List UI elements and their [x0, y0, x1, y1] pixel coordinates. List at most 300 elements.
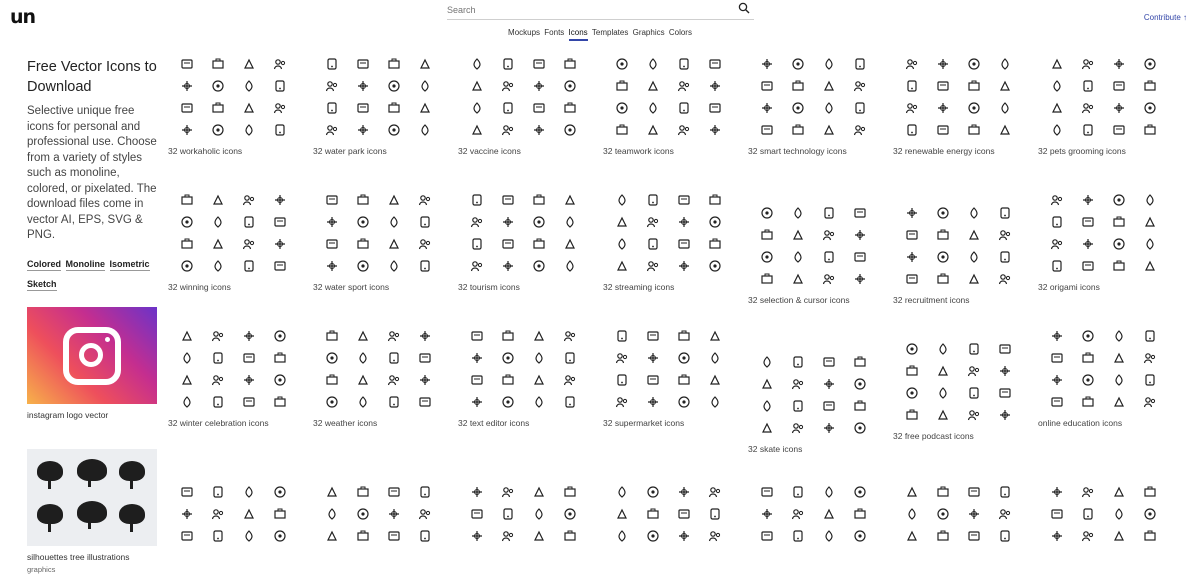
- preview-icon: [211, 351, 225, 365]
- preview-icon: [1143, 215, 1157, 229]
- preview-icon: [1081, 259, 1095, 273]
- icon-set-label[interactable]: 32 workaholic icons: [168, 146, 243, 156]
- preview-icon: [356, 395, 370, 409]
- preview-icon: [998, 57, 1012, 71]
- preview-icon: [387, 329, 401, 343]
- preview-icon: [470, 57, 484, 71]
- preview-icon: [760, 101, 774, 115]
- style-filters: [27, 254, 159, 294]
- preview-icon: [822, 507, 836, 521]
- preview-icon: [1081, 351, 1095, 365]
- contribute-link[interactable]: Contribute ↑: [1143, 13, 1187, 22]
- instagram-promo-image[interactable]: [27, 307, 157, 404]
- preview-icon: [853, 399, 867, 413]
- icon-set-card[interactable]: [168, 329, 298, 429]
- preview-icon: [387, 101, 401, 115]
- preview-icon: [1112, 259, 1126, 273]
- preview-icon: [615, 79, 629, 93]
- preview-icon: [677, 485, 691, 499]
- preview-icon: [708, 57, 722, 71]
- preview-icon: [615, 485, 629, 499]
- preview-icon: [998, 250, 1012, 264]
- preview-icon: [325, 193, 339, 207]
- icon-set-label[interactable]: 32 vaccine icons: [458, 146, 521, 156]
- preview-icon: [242, 485, 256, 499]
- preview-icon: [822, 228, 836, 242]
- preview-icon: [615, 529, 629, 543]
- preview-icon: [791, 57, 805, 71]
- icon-set-label[interactable]: 32 pets grooming icons: [1038, 146, 1126, 156]
- preview-icon: [1143, 485, 1157, 499]
- preview-icon: [708, 79, 722, 93]
- preview-icon: [356, 237, 370, 251]
- preview-icon: [615, 373, 629, 387]
- preview-icon: [273, 123, 287, 137]
- icon-set-card[interactable]: [748, 57, 878, 157]
- sidebar: [27, 57, 159, 574]
- preview-icon: [1050, 193, 1064, 207]
- preview-icon: [1081, 507, 1095, 521]
- icon-set-card[interactable]: [313, 485, 443, 543]
- preview-icon: [615, 507, 629, 521]
- preview-icon: [470, 101, 484, 115]
- icon-set-card[interactable]: [168, 193, 298, 293]
- preview-icon: [936, 250, 950, 264]
- icon-set-label[interactable]: 32 recruitment icons: [893, 295, 970, 305]
- preview-icon: [822, 377, 836, 391]
- preview-icon: [418, 57, 432, 71]
- preview-icon: [1081, 193, 1095, 207]
- icon-preview-grid: [760, 355, 878, 435]
- preview-icon: [532, 57, 546, 71]
- preview-icon: [791, 421, 805, 435]
- preview-icon: [532, 237, 546, 251]
- preview-icon: [356, 373, 370, 387]
- preview-icon: [563, 237, 577, 251]
- preview-icon: [418, 101, 432, 115]
- icon-set-card[interactable]: [748, 206, 878, 306]
- icon-preview-grid: [615, 329, 733, 409]
- preview-icon: [936, 228, 950, 242]
- preview-icon: [615, 351, 629, 365]
- icon-preview-grid: [615, 57, 733, 137]
- preview-icon: [563, 101, 577, 115]
- icon-set-label[interactable]: 32 winning icons: [168, 282, 231, 292]
- preview-icon: [708, 373, 722, 387]
- preview-icon: [936, 529, 950, 543]
- preview-icon: [998, 206, 1012, 220]
- preview-icon: [211, 529, 225, 543]
- icon-set-card[interactable]: [603, 57, 733, 157]
- preview-icon: [1050, 329, 1064, 343]
- preview-icon: [418, 237, 432, 251]
- icon-set-card[interactable]: [458, 485, 588, 543]
- preview-icon: [677, 237, 691, 251]
- preview-icon: [905, 206, 919, 220]
- preview-icon: [273, 193, 287, 207]
- preview-icon: [998, 342, 1012, 356]
- preview-icon: [387, 215, 401, 229]
- preview-icon: [325, 57, 339, 71]
- icon-set-card[interactable]: [313, 193, 443, 293]
- icon-set-card[interactable]: [893, 485, 1023, 543]
- icon-preview-grid: [1050, 57, 1168, 137]
- preview-icon: [418, 351, 432, 365]
- preview-icon: [822, 79, 836, 93]
- preview-icon: [242, 101, 256, 115]
- promo-caption[interactable]: instagram logo vector: [27, 409, 109, 420]
- preview-icon: [998, 123, 1012, 137]
- preview-icon: [998, 507, 1012, 521]
- preview-icon: [501, 193, 515, 207]
- preview-icon: [1050, 507, 1064, 521]
- nav-graphics[interactable]: Graphics: [632, 28, 665, 37]
- nav-fonts[interactable]: Fonts: [544, 28, 565, 37]
- preview-icon: [646, 395, 660, 409]
- icon-set-card[interactable]: [603, 329, 733, 429]
- preview-icon: [387, 507, 401, 521]
- preview-icon: [853, 79, 867, 93]
- preview-icon: [532, 351, 546, 365]
- icon-preview-grid: [180, 329, 298, 409]
- preview-icon: [563, 259, 577, 273]
- preview-icon: [853, 507, 867, 521]
- icon-preview-grid: [180, 193, 298, 273]
- icon-preview-grid: [180, 485, 298, 543]
- preview-icon: [853, 57, 867, 71]
- preview-icon: [563, 529, 577, 543]
- icon-set-label[interactable]: 32 supermarket icons: [603, 418, 685, 428]
- preview-icon: [325, 529, 339, 543]
- nav-colors[interactable]: Colors: [668, 28, 692, 37]
- preview-icon: [532, 395, 546, 409]
- preview-icon: [1112, 101, 1126, 115]
- preview-icon: [418, 123, 432, 137]
- preview-icon: [180, 57, 194, 71]
- preview-icon: [532, 79, 546, 93]
- nav-templates[interactable]: Templates: [591, 28, 629, 37]
- preview-icon: [936, 485, 950, 499]
- preview-icon: [242, 395, 256, 409]
- preview-icon: [470, 329, 484, 343]
- icon-set-label[interactable]: 32 origami icons: [1038, 282, 1100, 292]
- icon-preview-grid: [325, 329, 443, 409]
- icon-preview-grid: [905, 57, 1023, 137]
- category-nav: [0, 28, 1200, 41]
- preview-icon: [501, 101, 515, 115]
- icon-set-label[interactable]: 32 free podcast icons: [893, 431, 974, 441]
- site-logo[interactable]: un: [10, 6, 36, 28]
- icon-set-label[interactable]: 32 water sport icons: [313, 282, 390, 292]
- promo-category: graphics: [27, 564, 56, 574]
- preview-icon: [708, 259, 722, 273]
- preview-icon: [677, 57, 691, 71]
- style-colored[interactable]: Colored: [27, 258, 62, 269]
- preview-icon: [387, 373, 401, 387]
- preview-icon: [211, 395, 225, 409]
- preview-icon: [501, 57, 515, 71]
- preview-icon: [677, 395, 691, 409]
- preview-icon: [1050, 101, 1064, 115]
- preview-icon: [325, 329, 339, 343]
- preview-icon: [563, 79, 577, 93]
- preview-icon: [211, 373, 225, 387]
- preview-icon: [180, 79, 194, 93]
- preview-icon: [418, 529, 432, 543]
- preview-icon: [325, 237, 339, 251]
- preview-icon: [1112, 329, 1126, 343]
- preview-icon: [387, 79, 401, 93]
- preview-icon: [532, 529, 546, 543]
- style-monoline[interactable]: Monoline: [65, 258, 106, 269]
- preview-icon: [905, 342, 919, 356]
- preview-icon: [791, 399, 805, 413]
- preview-icon: [760, 355, 774, 369]
- preview-icon: [563, 351, 577, 365]
- preview-icon: [180, 329, 194, 343]
- preview-icon: [563, 395, 577, 409]
- preview-icon: [822, 250, 836, 264]
- preview-icon: [501, 215, 515, 229]
- preview-icon: [905, 485, 919, 499]
- preview-icon: [325, 259, 339, 273]
- icon-set-card[interactable]: [893, 57, 1023, 157]
- preview-icon: [470, 373, 484, 387]
- icon-preview-grid: [325, 57, 443, 137]
- icon-set-label[interactable]: 32 streaming icons: [603, 282, 675, 292]
- icon-preview-grid: [470, 193, 588, 273]
- preview-icon: [905, 79, 919, 93]
- preview-icon: [1050, 529, 1064, 543]
- icon-preview-grid: [615, 193, 733, 273]
- preview-icon: [853, 421, 867, 435]
- preview-icon: [1112, 79, 1126, 93]
- preview-icon: [1081, 101, 1095, 115]
- icon-set-card[interactable]: [893, 206, 1023, 306]
- preview-icon: [646, 79, 660, 93]
- icon-preview-grid: [905, 342, 1023, 422]
- preview-icon: [211, 215, 225, 229]
- preview-icon: [998, 228, 1012, 242]
- preview-icon: [532, 215, 546, 229]
- preview-icon: [242, 351, 256, 365]
- icon-set-label[interactable]: 32 skate icons: [748, 444, 803, 454]
- style-isometric[interactable]: Isometric: [109, 258, 150, 269]
- preview-icon: [242, 215, 256, 229]
- icon-set-label[interactable]: 32 weather icons: [313, 418, 378, 428]
- preview-icon: [998, 408, 1012, 422]
- preview-icon: [501, 237, 515, 251]
- preview-icon: [532, 329, 546, 343]
- preview-icon: [418, 395, 432, 409]
- preview-icon: [418, 507, 432, 521]
- preview-icon: [646, 507, 660, 521]
- preview-icon: [356, 57, 370, 71]
- icon-preview-grid: [1050, 485, 1168, 543]
- preview-icon: [563, 485, 577, 499]
- preview-icon: [615, 329, 629, 343]
- style-sketch[interactable]: Sketch: [27, 278, 57, 289]
- preview-icon: [563, 215, 577, 229]
- icon-set-label[interactable]: 32 renewable energy icons: [893, 146, 995, 156]
- search-input[interactable]: [447, 2, 727, 18]
- preview-icon: [646, 57, 660, 71]
- icon-set-label[interactable]: 32 smart technology icons: [748, 146, 847, 156]
- preview-icon: [708, 507, 722, 521]
- preview-icon: [998, 386, 1012, 400]
- preview-icon: [791, 485, 805, 499]
- preview-icon: [967, 206, 981, 220]
- preview-icon: [1143, 101, 1157, 115]
- preview-icon: [967, 529, 981, 543]
- preview-icon: [760, 399, 774, 413]
- icon-set-card[interactable]: [458, 57, 588, 157]
- preview-icon: [1081, 485, 1095, 499]
- preview-icon: [563, 329, 577, 343]
- icon-set-card[interactable]: [1038, 485, 1168, 543]
- preview-icon: [470, 193, 484, 207]
- icon-set-card[interactable]: [168, 57, 298, 157]
- preview-icon: [853, 250, 867, 264]
- preview-icon: [967, 272, 981, 286]
- preview-icon: [470, 259, 484, 273]
- nav-mockups[interactable]: Mockups: [508, 28, 541, 37]
- preview-icon: [532, 123, 546, 137]
- preview-icon: [708, 101, 722, 115]
- preview-icon: [1050, 237, 1064, 251]
- icon-set-card[interactable]: [313, 329, 443, 429]
- preview-icon: [998, 101, 1012, 115]
- icon-preview-grid: [760, 485, 878, 543]
- preview-icon: [1143, 193, 1157, 207]
- preview-icon: [853, 355, 867, 369]
- preview-icon: [242, 373, 256, 387]
- preview-icon: [387, 123, 401, 137]
- preview-icon: [791, 529, 805, 543]
- preview-icon: [708, 485, 722, 499]
- preview-icon: [1081, 395, 1095, 409]
- search-icon[interactable]: [738, 1, 750, 19]
- preview-icon: [501, 395, 515, 409]
- icon-set-card[interactable]: [458, 329, 588, 429]
- icon-set-card[interactable]: [168, 485, 298, 543]
- preview-icon: [822, 123, 836, 137]
- preview-icon: [646, 329, 660, 343]
- icon-set-card[interactable]: [1038, 193, 1168, 293]
- preview-icon: [273, 237, 287, 251]
- icon-set-label[interactable]: 32 text editor icons: [458, 418, 530, 428]
- preview-icon: [180, 215, 194, 229]
- preview-icon: [325, 507, 339, 521]
- icon-set-label[interactable]: 32 selection & cursor icons: [748, 295, 850, 305]
- preview-icon: [615, 395, 629, 409]
- promo-caption[interactable]: silhouettes tree illustrations: [27, 551, 130, 562]
- preview-icon: [677, 259, 691, 273]
- preview-icon: [1081, 329, 1095, 343]
- preview-icon: [470, 485, 484, 499]
- icon-set-label[interactable]: 32 tourism icons: [458, 282, 520, 292]
- preview-icon: [677, 373, 691, 387]
- preview-icon: [1112, 529, 1126, 543]
- preview-icon: [211, 79, 225, 93]
- preview-icon: [470, 79, 484, 93]
- icon-set-label[interactable]: online education icons: [1038, 418, 1123, 428]
- preview-icon: [936, 408, 950, 422]
- icon-set-card[interactable]: [603, 485, 733, 543]
- preview-icon: [967, 507, 981, 521]
- preview-icon: [853, 529, 867, 543]
- preview-icon: [905, 507, 919, 521]
- preview-icon: [646, 123, 660, 137]
- preview-icon: [418, 193, 432, 207]
- icon-set-card[interactable]: [1038, 329, 1168, 429]
- preview-icon: [1112, 373, 1126, 387]
- icon-preview-grid: [1050, 329, 1168, 409]
- preview-icon: [998, 529, 1012, 543]
- preview-icon: [905, 101, 919, 115]
- preview-icon: [180, 237, 194, 251]
- preview-icon: [211, 123, 225, 137]
- preview-icon: [387, 395, 401, 409]
- preview-icon: [356, 193, 370, 207]
- preview-icon: [273, 101, 287, 115]
- preview-icon: [967, 57, 981, 71]
- preview-icon: [470, 237, 484, 251]
- preview-icon: [760, 57, 774, 71]
- preview-icon: [1112, 395, 1126, 409]
- preview-icon: [242, 237, 256, 251]
- preview-icon: [708, 329, 722, 343]
- icon-set-card[interactable]: [458, 193, 588, 293]
- nav-icons[interactable]: Icons: [569, 28, 588, 41]
- icon-set-card[interactable]: [893, 342, 1023, 442]
- preview-icon: [563, 193, 577, 207]
- icon-set-label[interactable]: 32 water park icons: [313, 146, 387, 156]
- icon-set-card[interactable]: [748, 355, 878, 455]
- icon-preview-grid: [470, 329, 588, 409]
- preview-icon: [615, 123, 629, 137]
- icon-set-card[interactable]: [313, 57, 443, 157]
- preview-icon: [822, 355, 836, 369]
- preview-icon: [760, 206, 774, 220]
- preview-icon: [615, 259, 629, 273]
- trees-promo-image[interactable]: [27, 449, 157, 546]
- preview-icon: [1050, 79, 1064, 93]
- preview-icon: [211, 57, 225, 71]
- preview-icon: [791, 101, 805, 115]
- preview-icon: [822, 57, 836, 71]
- preview-icon: [1050, 351, 1064, 365]
- icon-set-card[interactable]: [603, 193, 733, 293]
- preview-icon: [242, 329, 256, 343]
- preview-icon: [325, 215, 339, 229]
- preview-icon: [418, 329, 432, 343]
- icon-set-label[interactable]: 32 winter celebration icons: [168, 418, 269, 428]
- icon-set-card[interactable]: [1038, 57, 1168, 157]
- icon-set-label[interactable]: 32 teamwork icons: [603, 146, 674, 156]
- preview-icon: [1143, 259, 1157, 273]
- preview-icon: [936, 123, 950, 137]
- preview-icon: [1050, 395, 1064, 409]
- preview-icon: [211, 329, 225, 343]
- preview-icon: [905, 408, 919, 422]
- preview-icon: [760, 529, 774, 543]
- preview-icon: [1050, 123, 1064, 137]
- preview-icon: [967, 250, 981, 264]
- icon-set-card[interactable]: [748, 485, 878, 543]
- preview-icon: [1112, 485, 1126, 499]
- preview-icon: [180, 395, 194, 409]
